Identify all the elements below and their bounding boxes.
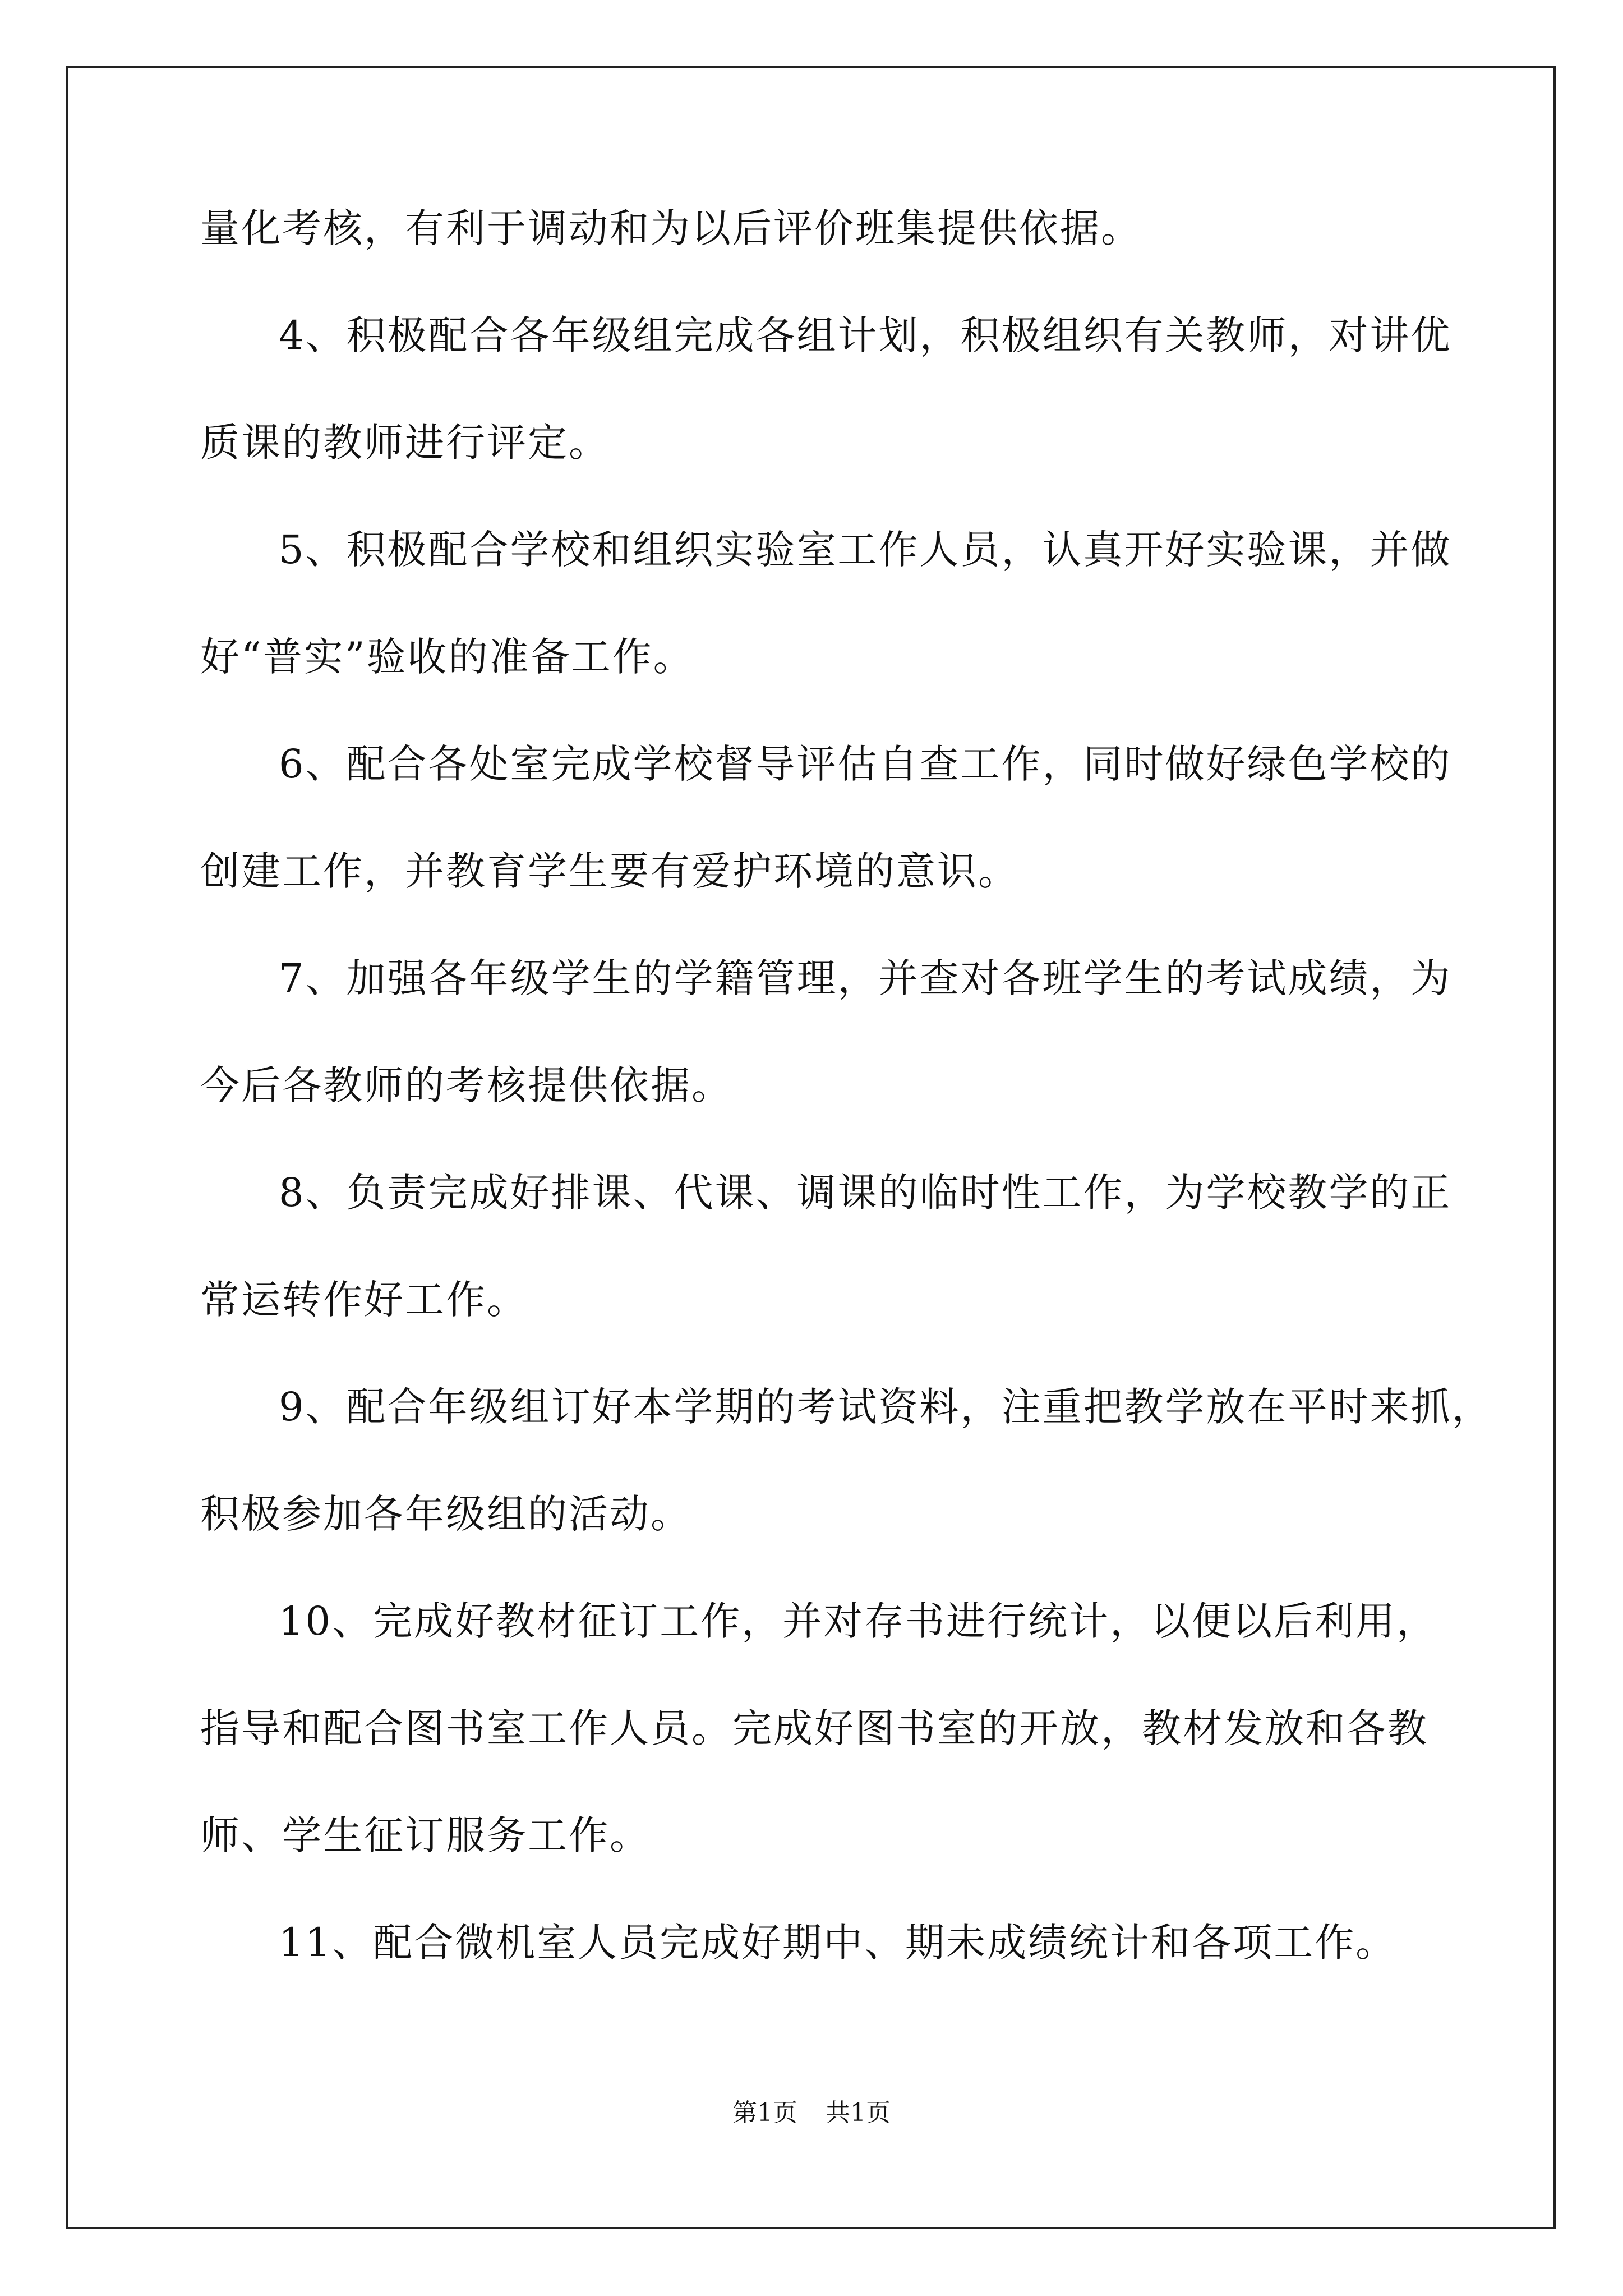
text-line: 11、配合微机室人员完成好期中、期未成绩统计和各项工作。 [279,1920,1397,1966]
text-line: 9、配合年级组订好本学期的考试资料，注重把教学放在平时来抓， [279,1384,1493,1430]
text-line: 今后各教师的考核提供依据。 [200,1062,732,1108]
text-line: 7、加强各年级学生的学籍管理，并查对各班学生的考试成绩，为 [279,955,1452,1001]
text-line: 师、学生征订服务工作。 [200,1812,651,1858]
page-number: 第1页 [732,2099,797,2127]
page-border [66,66,1556,2229]
text-line: 好“普实”验收的准备工作。 [200,634,694,680]
text-line: 6、配合各处室完成学校督导评估自查工作，同时做好绿色学校的 [279,741,1452,787]
page-footer [0,2096,1623,2130]
text-line: 5、积极配合学校和组织实验室工作人员，认真开好实验课，并做 [279,527,1452,573]
text-line: 创建工作，并教育学生要有爱护环境的意识。 [200,848,1019,894]
text-line: 质课的教师进行评定。 [200,420,610,466]
text-line: 积极参加各年级组的活动。 [200,1491,691,1537]
text-line: 8、负责完成好排课、代课、调课的临时性工作，为学校教学的正 [279,1170,1452,1216]
text-line: 指导和配合图书室工作人员。完成好图书室的开放，教材发放和各教 [200,1705,1428,1751]
text-line: 量化考核，有利于调动和为以后评价班集提供依据。 [200,205,1142,251]
text-line: 4、积极配合各年级组完成各组计划，积极组织有关教师，对讲优 [279,312,1452,358]
text-line: 10、完成好教材征订工作，并对存书进行统计，以便以后利用， [279,1598,1438,1644]
page-total: 共1页 [826,2099,891,2127]
text-line: 常运转作好工作。 [200,1277,528,1323]
